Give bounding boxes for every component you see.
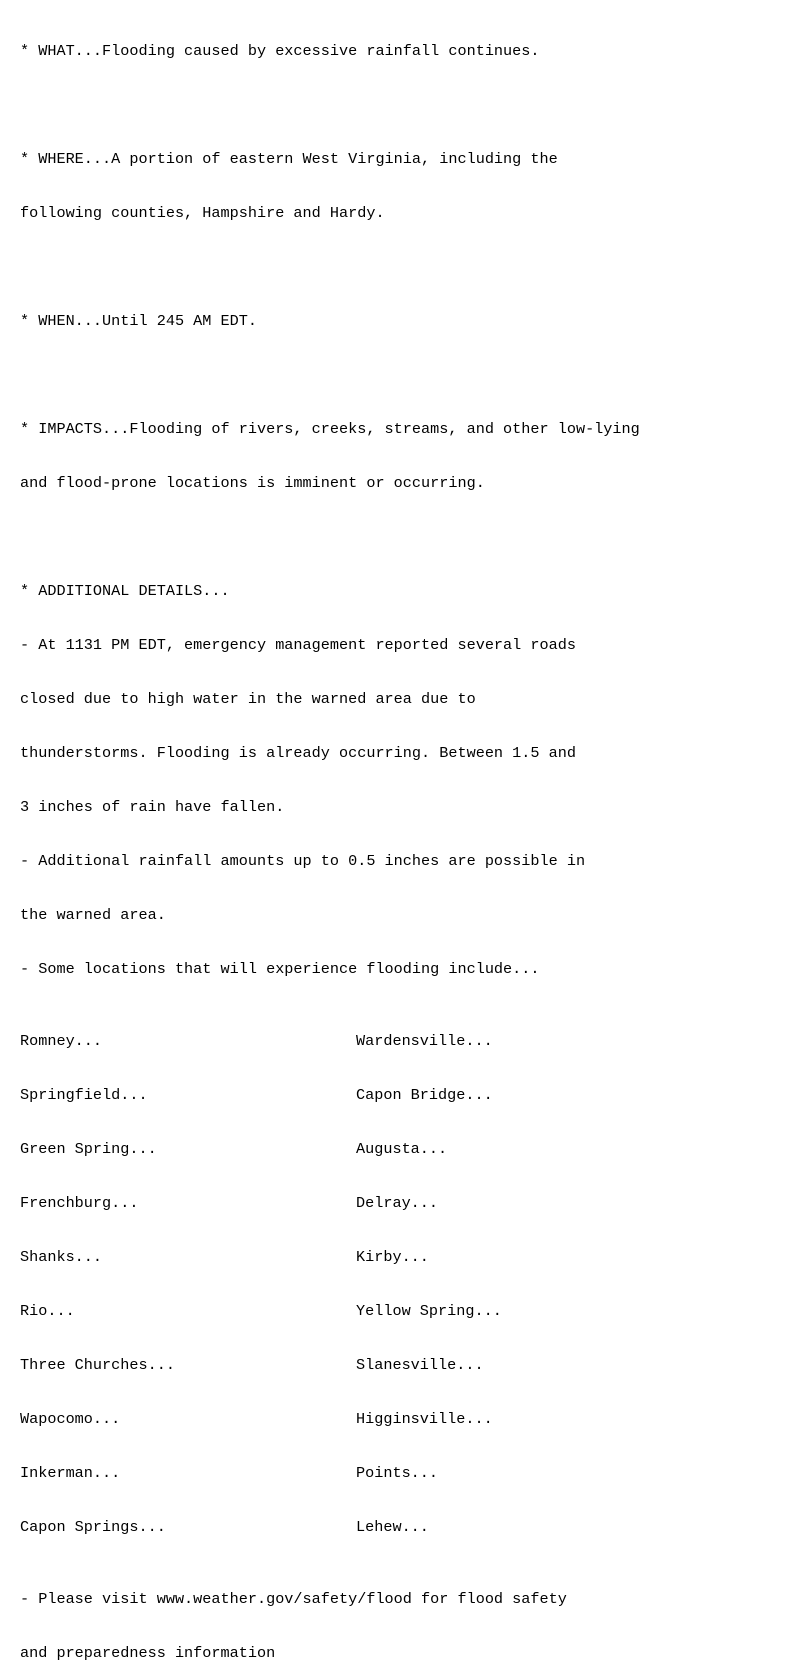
location-right: Delray... (356, 1194, 439, 1212)
location-left: Inkerman... (20, 1464, 121, 1482)
location-row (20, 1194, 640, 1212)
details-line: 3 inches of rain have fallen. (20, 798, 285, 816)
where-line: * WHERE...A portion of eastern West Virginia, including the (20, 150, 558, 168)
location-right: Capon Bridge... (356, 1086, 493, 1104)
location-right: Yellow Spring... (356, 1302, 502, 1320)
location-left: Frenchburg... (20, 1194, 139, 1212)
when-line: * WHEN...Until 245 AM EDT. (20, 312, 257, 330)
closing-line: and preparedness information (20, 1644, 276, 1662)
location-right: Lehew... (356, 1518, 429, 1536)
location-row (20, 1140, 640, 1158)
location-left: Shanks... (20, 1248, 103, 1266)
location-left: Three Churches... (20, 1356, 175, 1374)
location-row (20, 1086, 640, 1104)
blank-line (20, 366, 640, 384)
blank-line (20, 528, 640, 546)
location-row (20, 1032, 640, 1050)
what-line: * WHAT...Flooding caused by excessive rainfall continues. (20, 42, 540, 60)
details-line: the warned area. (20, 906, 166, 924)
location-left: Springfield... (20, 1086, 148, 1104)
where-line: following counties, Hampshire and Hardy. (20, 204, 385, 222)
location-right: Points... (356, 1464, 439, 1482)
details-line: thunderstorms. Flooding is already occurring. Between 1.5 and (20, 744, 576, 762)
location-row (20, 1356, 640, 1374)
location-row (20, 1410, 640, 1428)
location-left: Romney... (20, 1032, 103, 1050)
location-left: Rio... (20, 1302, 75, 1320)
location-left: Wapocomo... (20, 1410, 121, 1428)
impacts-line: * IMPACTS...Flooding of rivers, creeks, streams, and other low-lying (20, 420, 640, 438)
impacts-line: and flood-prone locations is imminent or occurring. (20, 474, 485, 492)
flood-warning-bulletin (20, 6, 640, 1680)
details-line: - Some locations that will experience flooding include... (20, 960, 540, 978)
blank-line (20, 258, 640, 276)
location-row (20, 1302, 640, 1320)
location-right: Augusta... (356, 1140, 448, 1158)
location-row (20, 1464, 640, 1482)
location-right: Higginsville... (356, 1410, 493, 1428)
location-right: Slanesville... (356, 1356, 484, 1374)
location-right: Kirby... (356, 1248, 429, 1266)
location-left: Green Spring... (20, 1140, 157, 1158)
details-line: closed due to high water in the warned area due to (20, 690, 476, 708)
closing-line: - Please visit www.weather.gov/safety/flood for flood safety (20, 1590, 567, 1608)
details-header: * ADDITIONAL DETAILS... (20, 582, 230, 600)
location-row (20, 1248, 640, 1266)
location-left: Capon Springs... (20, 1518, 166, 1536)
details-line: - Additional rainfall amounts up to 0.5 inches are possible in (20, 852, 586, 870)
location-row (20, 1518, 640, 1536)
details-line: - At 1131 PM EDT, emergency management reported several roads (20, 636, 576, 654)
location-right: Wardensville... (356, 1032, 493, 1050)
blank-line (20, 96, 640, 114)
